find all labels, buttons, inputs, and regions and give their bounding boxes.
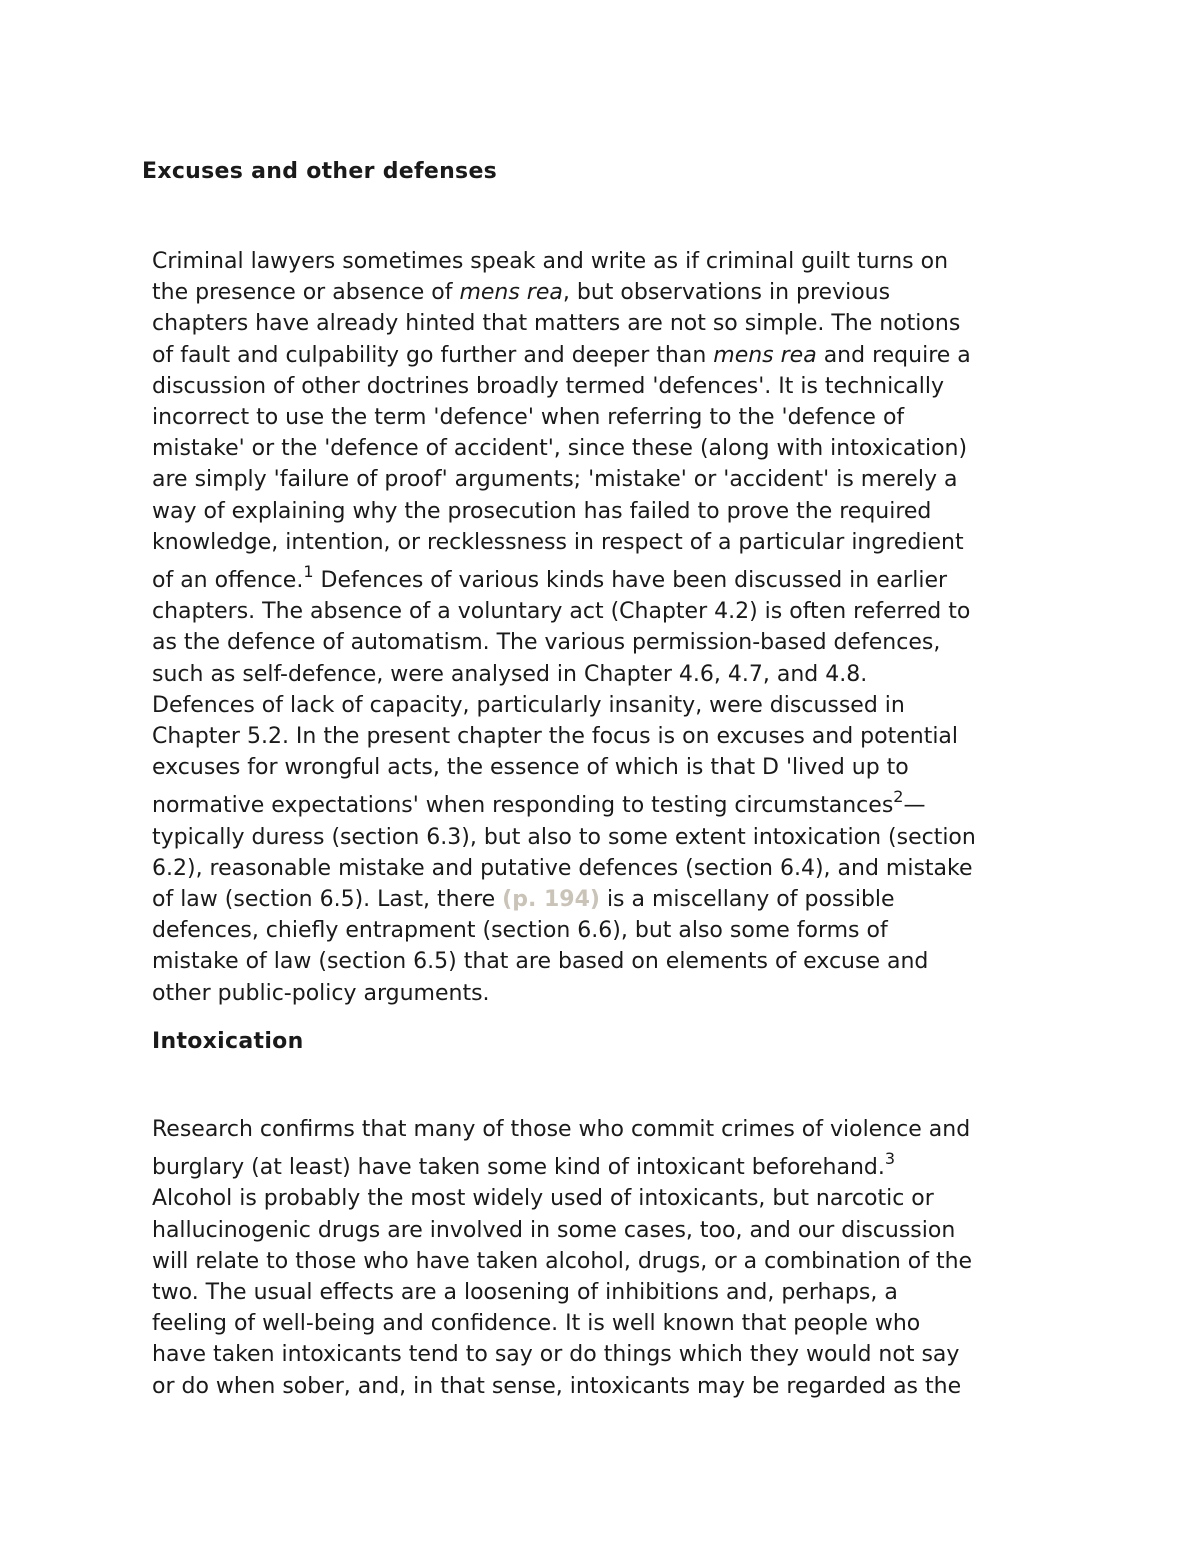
text-line: typically duress (section 6.3), but also to some extent intoxication (section <box>152 824 976 850</box>
footnote-ref-3[interactable]: 3 <box>884 1148 896 1168</box>
text-line: of an offence.$^1$ Defences of various kinds have been discussed in earlier <box>152 561 948 594</box>
text-line: normative expectations' when responding to testing circumstances$^2$— <box>152 787 926 819</box>
text-line: knowledge, intention, or recklessness in respect of a particular ingredient <box>152 529 964 555</box>
text-line: as the defence of automatism. The various permission-based defences, <box>152 630 941 656</box>
text-line: of fault and culpability go further and deeper than mens rea and require a <box>152 342 971 368</box>
text-line: the presence or absence of mens rea, but observations in previous <box>152 280 891 306</box>
text-line: of law (section 6.5). Last, there (p. 194) is a miscellany of possible <box>152 887 895 913</box>
text-line: feeling of well-being and confidence. It is well known that people who <box>152 1311 921 1337</box>
text-line: Alcohol is probably the most widely used of intoxicants, but narcotic or <box>152 1186 934 1212</box>
text-line: Criminal lawyers sometimes speak and write as if criminal guilt turns on <box>152 249 949 274</box>
text-line: mistake of law (section 6.5) that are based on elements of excuse and <box>152 949 929 975</box>
text-line: other public-policy arguments. <box>152 980 490 1006</box>
text-line: Chapter 5.2. In the present chapter the focus is on excuses and potential <box>152 724 959 750</box>
text-line: 6.2), reasonable mistake and putative defences (section 6.4), and mistake <box>152 855 973 881</box>
text-line: defences, chiefly entrapment (section 6.6), but also some forms of <box>152 918 888 944</box>
section-heading-intoxication: Intoxication <box>152 1029 304 1054</box>
text-line: incorrect to use the term 'defence' when referring to the 'defence of <box>152 405 905 431</box>
paragraph-excuses <box>152 246 1052 1009</box>
text-line: will relate to those who have taken alcohol, drugs, or a combination of the <box>152 1248 973 1274</box>
text-line: way of explaining why the prosecution has failed to prove the required <box>152 498 932 524</box>
text-line: chapters have already hinted that matters are not so simple. The notions <box>152 311 961 337</box>
text-line: Research confirms that many of those who commit crimes of violence and <box>152 1117 971 1142</box>
text-line: hallucinogenic drugs are involved in some cases, too, and our discussion <box>152 1217 956 1243</box>
text-line: two. The usual effects are a loosening of inhibitions and, perhaps, a <box>152 1280 898 1306</box>
text-line: discussion of other doctrines broadly termed 'defences'. It is technically <box>152 373 944 399</box>
text-line: or do when sober, and, in that sense, intoxicants may be regarded as the <box>152 1373 962 1399</box>
text-line: chapters. The absence of a voluntary act (Chapter 4.2) is often referred to <box>152 599 971 625</box>
text-line: excuses for wrongful acts, the essence of which is that D 'lived up to <box>152 755 909 781</box>
footnote-ref-2[interactable]: 2 <box>893 787 904 807</box>
paragraph-intoxication <box>152 1114 1052 1402</box>
section-heading-excuses: Excuses and other defenses <box>142 159 498 184</box>
italic-term: mens rea <box>459 280 563 306</box>
text-line: are simply 'failure of proof' arguments; 'mistake' or 'accident' is merely a <box>152 467 958 493</box>
text-line: mistake' or the 'defence of accident', since these (along with intoxication) <box>152 436 968 462</box>
italic-term: mens rea <box>713 342 817 368</box>
text-line: such as self-defence, were analysed in Chapter 4.6, 4.7, and 4.8. <box>152 661 868 687</box>
text-line: have taken intoxicants tend to say or do things which they would not say <box>152 1342 960 1368</box>
page-reference: (p. 194) <box>502 887 600 913</box>
text-line: burglary (at least) have taken some kind of intoxicant beforehand.$^3$ <box>152 1148 896 1181</box>
footnote-ref-1[interactable]: 1 <box>303 561 314 581</box>
text-line: Defences of lack of capacity, particularly insanity, were discussed in <box>152 692 905 718</box>
